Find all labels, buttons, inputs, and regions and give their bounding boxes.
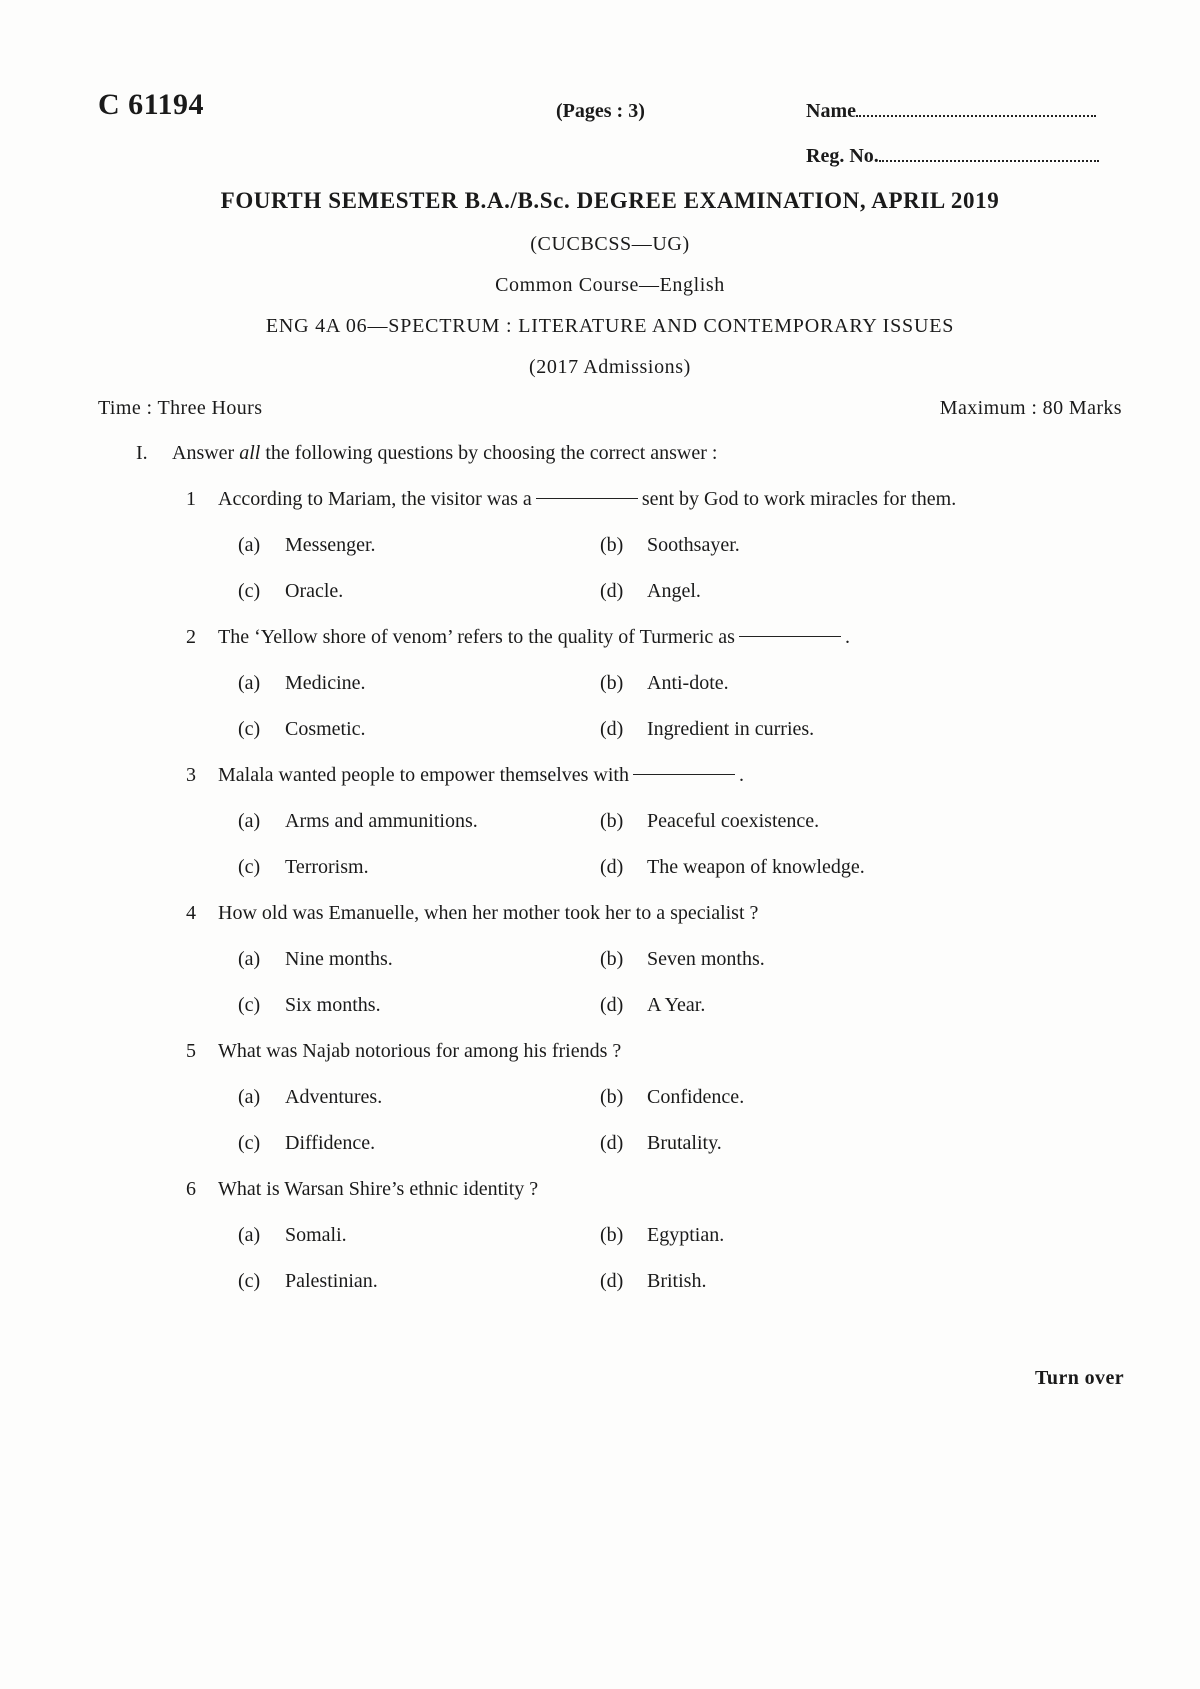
option-text: Seven months. xyxy=(647,948,765,970)
option-1d xyxy=(600,580,701,603)
question-text-after: . xyxy=(739,764,744,786)
admissions-year: (2017 Admissions) xyxy=(529,356,691,378)
option-2a xyxy=(238,672,366,695)
option-1a xyxy=(238,534,376,557)
option-5d xyxy=(600,1132,722,1155)
option-1b xyxy=(600,534,740,557)
option-3d xyxy=(600,856,865,879)
option-label: (b) xyxy=(600,948,624,970)
option-text: A Year. xyxy=(647,994,706,1016)
question-text-after: sent by God to work miracles for them. xyxy=(641,488,957,510)
exam-scheme: (CUCBCSS—UG) xyxy=(530,233,690,255)
question-number: 3 xyxy=(186,764,196,786)
page-count: (Pages : 3) xyxy=(556,100,645,122)
option-3b xyxy=(600,810,819,833)
question-5 xyxy=(186,1040,621,1063)
option-label: (d) xyxy=(600,994,624,1016)
option-label: (d) xyxy=(600,1132,624,1154)
question-text: What was Najab notorious for among his friends ? xyxy=(218,1040,622,1062)
option-text: Soothsayer. xyxy=(647,534,740,556)
option-label: (b) xyxy=(600,1224,624,1246)
question-number: 5 xyxy=(186,1040,196,1062)
option-2d xyxy=(600,718,814,741)
turn-over-note: Turn over xyxy=(1035,1367,1124,1389)
option-text: Confidence. xyxy=(647,1086,745,1108)
option-label: (c) xyxy=(238,1132,261,1154)
option-text: Oracle. xyxy=(285,580,344,602)
option-text: The weapon of knowledge. xyxy=(647,856,865,878)
option-label: (a) xyxy=(238,672,261,694)
option-label: (d) xyxy=(600,718,624,740)
question-text: What is Warsan Shire’s ethnic identity ? xyxy=(218,1178,539,1200)
option-text: Arms and ammunitions. xyxy=(285,810,478,832)
instruction-post: the following questions by choosing the correct answer : xyxy=(265,442,718,464)
reg-no-field xyxy=(806,145,1099,168)
answer-blank xyxy=(633,774,735,775)
question-text: Malala wanted people to empower themselves with xyxy=(218,764,629,786)
option-label: (a) xyxy=(238,1086,261,1108)
question-4 xyxy=(186,902,758,925)
option-text: Angel. xyxy=(647,580,701,602)
reg-no-dotted-line xyxy=(879,146,1099,162)
option-label: (d) xyxy=(600,856,624,878)
option-text: Six months. xyxy=(285,994,381,1016)
option-text: Adventures. xyxy=(285,1086,383,1108)
option-label: (a) xyxy=(238,948,261,970)
option-4d xyxy=(600,994,705,1017)
name-label: Name xyxy=(806,100,856,122)
option-5a xyxy=(238,1086,382,1109)
question-number: 2 xyxy=(186,626,196,648)
option-label: (d) xyxy=(600,580,624,602)
question-1 xyxy=(186,488,956,511)
question-number: 1 xyxy=(186,488,196,510)
option-label: (b) xyxy=(600,810,624,832)
option-text: Cosmetic. xyxy=(285,718,366,740)
question-number: 6 xyxy=(186,1178,196,1200)
question-text: The ‘Yellow shore of venom’ refers to the quality of Turmeric as xyxy=(218,626,735,648)
option-6d xyxy=(600,1270,706,1293)
question-text-after: . xyxy=(844,626,850,648)
section-instruction xyxy=(136,442,717,465)
option-label: (c) xyxy=(238,994,261,1016)
option-6c xyxy=(238,1270,378,1293)
option-text: Anti-dote. xyxy=(647,672,729,694)
name-dotted-line xyxy=(856,101,1096,117)
option-2b xyxy=(600,672,729,695)
option-6a xyxy=(238,1224,347,1247)
option-text: Terrorism. xyxy=(285,856,369,878)
option-label: (a) xyxy=(238,534,261,556)
question-text: According to Mariam, the visitor was a xyxy=(218,488,532,510)
instruction-pre: Answer xyxy=(172,442,235,464)
option-4a xyxy=(238,948,393,971)
option-text: Brutality. xyxy=(647,1132,722,1154)
instruction-emphasis: all xyxy=(239,442,261,464)
option-label: (c) xyxy=(238,718,261,740)
option-label: (d) xyxy=(600,1270,624,1292)
option-2c xyxy=(238,718,366,741)
answer-blank xyxy=(536,498,638,499)
question-3 xyxy=(186,764,744,787)
option-label: (b) xyxy=(600,1086,624,1108)
question-number: 4 xyxy=(186,902,196,924)
option-text: Egyptian. xyxy=(647,1224,725,1246)
option-label: (a) xyxy=(238,1224,261,1246)
exam-title: FOURTH SEMESTER B.A./B.Sc. DEGREE EXAMINATION, APRIL 2019 xyxy=(220,188,1000,213)
option-4b xyxy=(600,948,765,971)
option-text: Palestinian. xyxy=(285,1270,378,1292)
question-6 xyxy=(186,1178,538,1201)
section-number: I. xyxy=(136,442,148,464)
option-6b xyxy=(600,1224,724,1247)
option-1c xyxy=(238,580,343,603)
option-label: (c) xyxy=(238,580,261,602)
option-text: Somali. xyxy=(285,1224,347,1246)
option-3a xyxy=(238,810,478,833)
option-text: Peaceful coexistence. xyxy=(647,810,820,832)
paper-code: C 61194 xyxy=(98,88,205,121)
reg-no-label: Reg. No. xyxy=(806,145,879,167)
paper-title: ENG 4A 06—SPECTRUM : LITERATURE AND CONTEMPORARY ISSUES xyxy=(265,315,955,337)
name-field xyxy=(806,100,1096,123)
option-4c xyxy=(238,994,381,1017)
option-label: (a) xyxy=(238,810,261,832)
option-text: Diffidence. xyxy=(285,1132,376,1154)
option-label: (b) xyxy=(600,672,624,694)
maximum-marks: Maximum : 80 Marks xyxy=(939,397,1122,419)
option-3c xyxy=(238,856,369,879)
option-label: (b) xyxy=(600,534,624,556)
option-label: (c) xyxy=(238,1270,261,1292)
question-2 xyxy=(186,626,850,649)
option-text: Medicine. xyxy=(285,672,366,694)
option-5b xyxy=(600,1086,744,1109)
option-label: (c) xyxy=(238,856,261,878)
answer-blank xyxy=(739,636,841,637)
option-text: Ingredient in curries. xyxy=(647,718,815,740)
option-text: Messenger. xyxy=(285,534,376,556)
option-text: Nine months. xyxy=(285,948,393,970)
time-allowed: Time : Three Hours xyxy=(98,397,263,419)
option-text: British. xyxy=(647,1270,707,1292)
course-name: Common Course—English xyxy=(495,274,725,296)
question-text: How old was Emanuelle, when her mother took her to a specialist ? xyxy=(218,902,759,924)
option-5c xyxy=(238,1132,375,1155)
